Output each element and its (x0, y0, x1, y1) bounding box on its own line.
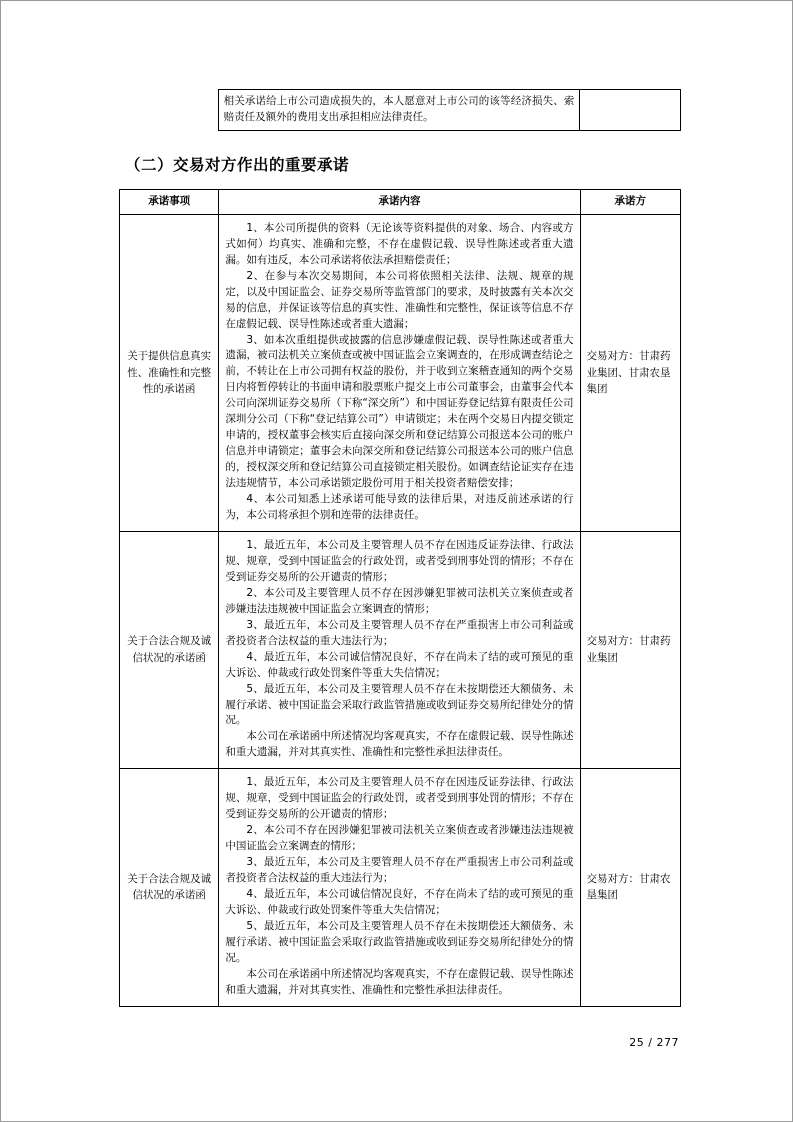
page-content (119, 89, 681, 1007)
column-header-party: 承诺方 (580, 189, 680, 214)
cell-content (219, 769, 580, 1006)
paragraph: 3、最近五年，本公司及主要管理人员不存在严重损害上市公司利益或者投资者合法权益的重大违法行为； (225, 618, 574, 647)
cell-party: 交易对方：甘肃药业集团、甘肃农垦集团 (580, 214, 680, 531)
table-row (120, 531, 681, 768)
paragraph: 5、最近五年，本公司及主要管理人员不存在未按期偿还大额债务、未履行承诺、被中国证监会采取行政监管措施或收到证券交易所纪律处分的情况。 (225, 682, 574, 727)
fragment-text: 相关承诺给上市公司造成损失的，本人愿意对上市公司的该等经济损失、索赔责任及额外的费用支出承担相应法律责任。 (223, 95, 575, 123)
cell-item: 关于合法合规及诚信状况的承诺函 (120, 769, 219, 1006)
section-title: （二）交易对方作出的重要承诺 (125, 155, 350, 174)
cell-content (219, 531, 580, 768)
paragraph: 3、最近五年，本公司及主要管理人员不存在严重损害上市公司利益或者投资者合法权益的重大违法行为； (225, 856, 574, 885)
page-number: 25 / 277 (629, 1036, 679, 1049)
column-header-item: 承诺事项 (120, 189, 219, 214)
paragraph: 本公司在承诺函中所述情况均客观真实，不存在虚假记载、误导性陈述和重大遗漏，并对其真实性、准确性和完整性承担法律责任。 (225, 967, 574, 996)
paragraph: 2、本公司及主要管理人员不存在因涉嫌犯罪被司法机关立案侦查或者涉嫌违法违规被中国证监会立案调查的情形； (225, 586, 574, 615)
table-row (120, 214, 681, 531)
paragraph: 1、本公司所提供的资料（无论该等资料提供的对象、场合、内容或方式如何）均真实、准确和完整，不存在虚假记载、误导性陈述或者重大遗漏。如有违反，本公司承诺将依法承担赔偿责任； (225, 221, 574, 266)
paragraph: 5、最近五年，本公司及主要管理人员不存在未按期偿还大额债务、未履行承诺、被中国证监会采取行政监管措施或收到证券交易所纪律处分的情况。 (225, 919, 574, 964)
table-row (119, 90, 681, 131)
cell-party: 交易对方：甘肃农垦集团 (580, 769, 680, 1006)
paragraph: 1、最近五年，本公司及主要管理人员不存在因违反证券法律、行政法规、规章，受到中国证监会的行政处罚，或者受到刑事处罚的情形；不存在受到证券交易所的公开谴责的情形； (225, 776, 574, 821)
commitments-table (119, 189, 681, 1007)
paragraph: 2、本公司不存在因涉嫌犯罪被司法机关立案侦查或者涉嫌违法违规被中国证监会立案调查的情形； (225, 824, 574, 853)
paragraph: 4、最近五年，本公司诚信情况良好，不存在尚未了结的或可预见的重大诉讼、仲裁或行政处罚案件等重大失信情况； (225, 887, 574, 916)
paragraph: 4、本公司知悉上述承诺可能导致的法律后果，对违反前述承诺的行为，本公司将承担个别和连带的法律责任。 (225, 493, 574, 522)
paragraph: 1、最近五年，本公司及主要管理人员不存在因违反证券法律、行政法规、规章，受到中国证监会的行政处罚，或者受到刑事处罚的情形；不存在受到证券交易所的公开谴责的情形； (225, 538, 574, 583)
cell-item: 关于合法合规及诚信状况的承诺函 (120, 531, 219, 768)
paragraph: 4、最近五年，本公司诚信情况良好，不存在尚未了结的或可预见的重大诉讼、仲裁或行政处罚案件等重大失信情况； (225, 650, 574, 679)
table-header-row (120, 189, 681, 214)
table-row (120, 769, 681, 1006)
continued-table-fragment (119, 89, 681, 131)
cell-content (219, 214, 580, 531)
paragraph: 3、如本次重组提供或披露的信息涉嫌虚假记载、误导性陈述或者重大遗漏，被司法机关立案侦查或被中国证监会立案调查的，在形成调查结论之前，不转让在上市公司拥有权益的股份，并于收到立案稽查通知的两个交易日内将暂停转让的书面申请和股票账户提交上市公司董事会，由董事会代本公司向深圳证券交易所（下称“深交所”）和中国证券登记结算有限责任公司深圳分公司（下称“登记结算公司”）申请锁定；未在两个交易日内提交锁定申请的，授权董事会核实后直接向深交所和登记结算公司报送本公司的账户信息并申请锁定；董事会未向深交所和登记结算公司报送本公司的账户信息的，授权深交所和登记结算公司直接锁定相关股份。如调查结论证实存在违法违规情节，本公司承诺锁定股份可用于相关投资者赔偿安排； (225, 333, 574, 490)
fragment-party-cell (580, 90, 681, 131)
cell-party: 交易对方：甘肃药业集团 (580, 531, 680, 768)
paragraph: 2、在参与本次交易期间，本公司将依照相关法律、法规、规章的规定，以及中国证监会、证券交易所等监管部门的要求，及时披露有关本次交易的信息，并保证该等信息的真实性、准确性和完整性，保证该等信息不存在虚假记载、误导性陈述或者重大遗漏； (225, 269, 574, 330)
fragment-spacer-left (119, 90, 218, 131)
paragraph: 本公司在承诺函中所述情况均客观真实，不存在虚假记载、误导性陈述和重大遗漏，并对其真实性、准确性和完整性承担法律责任。 (225, 730, 574, 759)
cell-item: 关于提供信息真实性、准确性和完整性的承诺函 (120, 214, 219, 531)
fragment-text-cell (218, 90, 580, 131)
column-header-content: 承诺内容 (219, 189, 580, 214)
